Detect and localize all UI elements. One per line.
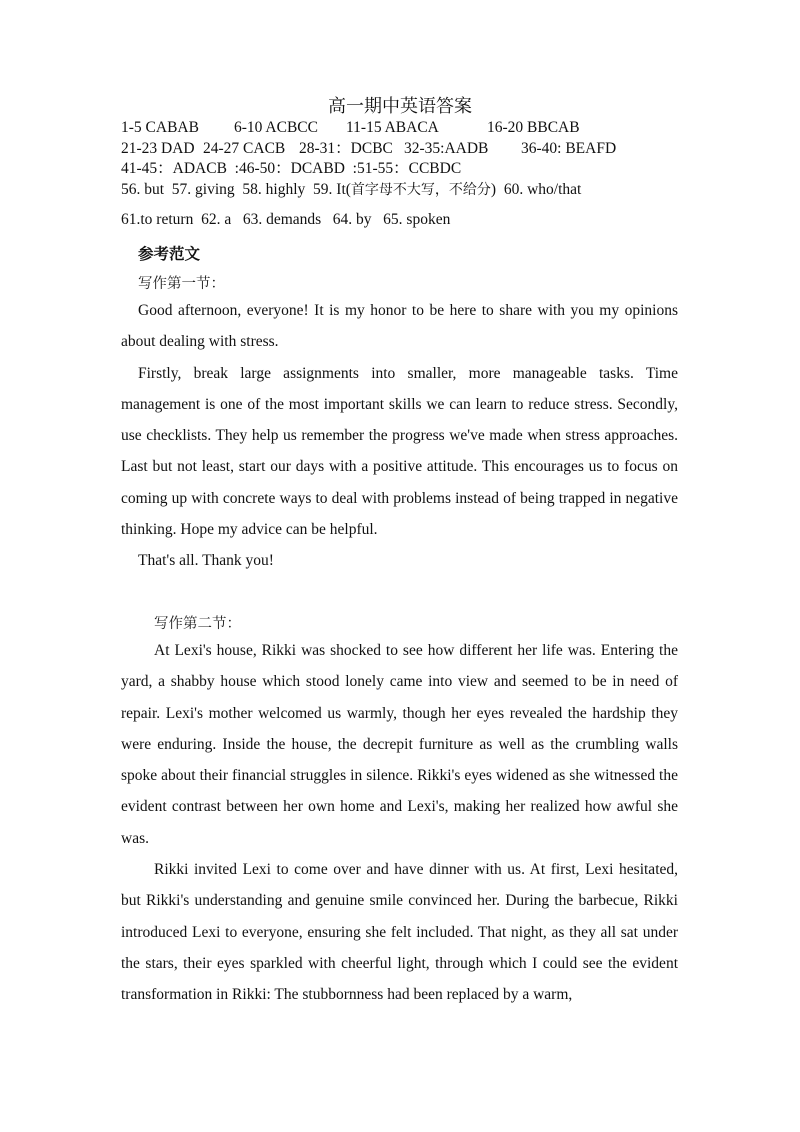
section-1-label: 写作第一节： — [138, 276, 225, 292]
grading-note: 首字母不大写，不给分 — [350, 182, 491, 198]
paragraph: Firstly, break large assignments into smaller, more manageable tasks. Time management is one of the most important skills we can learn to reduce stress. Secondly, use checklists. They help us remember the progress we've made when stress approaches. Last but not least, start our days with a positive attitude. This encourages us to focus on coming up with concrete ways to deal with problems instead of being trapped in negative thinking. Hope my advice can be helpful. — [121, 364, 678, 539]
paragraph: Rikki invited Lexi to come over and have dinner with us. At first, Lexi hesitated, but Rikki's understanding and genuine smile convinced her. During the barbecue, Rikki introduced Lexi to everyone, ensuring she felt included. That night, as they all sat under the stars, their eyes sparkled with cheerful light, through which I could see the evident transformation in Rikki: The stubbornness had been replaced by a warm, — [121, 861, 678, 1004]
answer-text: ) 60. who/that — [490, 181, 582, 198]
answer-row-3: 41-45：ADACB :46-50：DCABD :51-55：CCBDC — [121, 160, 462, 177]
section-2-body — [121, 635, 678, 1011]
sample-essay-heading: 参考范文 — [138, 245, 201, 263]
section-1-body — [121, 295, 678, 577]
paragraph: That's all. Thank you! — [138, 552, 274, 570]
answer-group: 1-5 CABAB — [121, 119, 199, 136]
answer-group: 36-40: BEAFD — [521, 140, 617, 157]
paragraph: Good afternoon, everyone! It is my honor to be here to share with you my opinions about dealing with stress. — [121, 302, 678, 351]
answer-text: 56. but 57. giving 58. highly 59. It( — [121, 181, 351, 198]
answer-group: 16-20 BBCAB — [487, 119, 580, 136]
answer-group: 32-35:AADB — [404, 140, 489, 157]
answer-group: 24-27 CACB — [203, 140, 286, 157]
answer-group: 6-10 ACBCC — [234, 119, 318, 136]
paragraph: At Lexi's house, Rikki was shocked to see how different her life was. Entering the yard, a shabby house which stood lonely came into view and seemed to be in need of repair. Lexi's mother welcomed us warmly, though her eyes revealed the hardship they were enduring. Inside the house, the decrepit furniture as well as the crumbling walls spoke about their financial struggles in silence. Rikki's eyes widened as she witnessed the evident contrast between her own home and Lexi's, making her realized how awful she was. — [121, 642, 678, 847]
answer-row-5: 61.to return 62. a 63. demands 64. by 65. spoken — [121, 211, 451, 228]
section-2-label: 写作第二节： — [154, 616, 241, 632]
answer-group: 28-31：DCBC — [299, 140, 393, 157]
answer-row-4 — [121, 180, 581, 200]
answer-group: 11-15 ABACA — [346, 119, 439, 136]
answer-group: 21-23 DAD — [121, 140, 195, 157]
page-title: 高一期中英语答案 — [328, 96, 472, 117]
